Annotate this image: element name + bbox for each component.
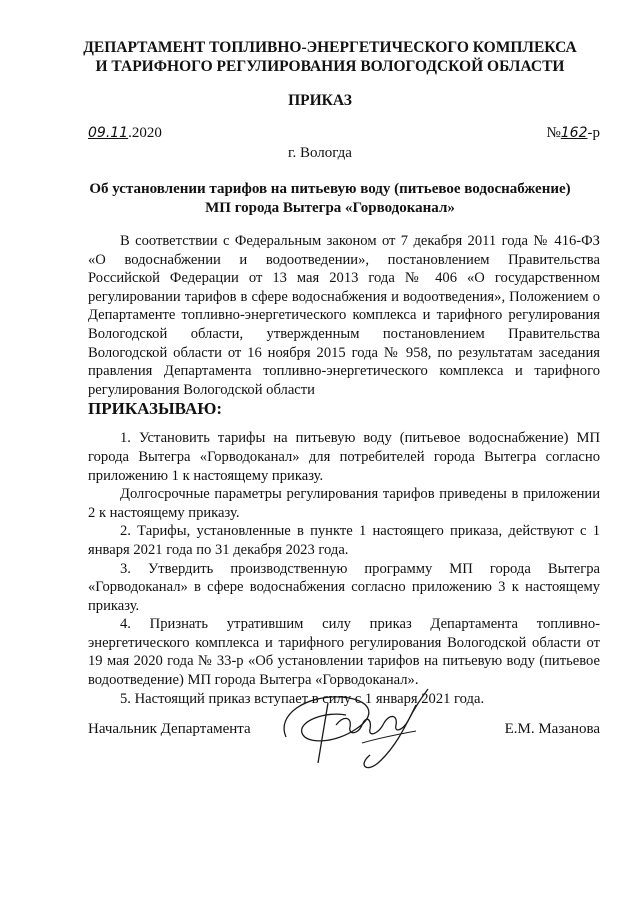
item-1: 1. Установить тарифы на питьевую воду (питьевое водоснабжение) МП города Вытегра «Горводоканал» для потребителей города Вытегра согласно приложению 1 к настоящему приказу.: [88, 430, 600, 484]
preamble: В соответствии с Федеральным законом от 7 декабря 2011 года № 416-ФЗ «О водоснабжении и водоотведении», постановлением Правительства Российской Федерации от 13 мая 2013 года № 406 «О государственном регулировании тарифов в сфере водоснабжения и водоотведения», Положением о Департаменте топливно-энергетического комплекса и тарифного регулирования Вологодской области, утвержденным постановлением Правительства Вологодской области от 16 ноября 2015 года № 958, по результатам заседания правления Департамента топливно-энергетического комплекса и тарифного регулирования Вологодской области: [88, 233, 600, 398]
item-5: 5. Настоящий приказ вступает в силу с 1 января 2021 года.: [120, 690, 485, 707]
handwritten-number: 162: [560, 125, 588, 141]
item-2: 2. Тарифы, установленные в пункте 1 настоящего приказа, действуют с 1 января 2021 года по 31 декабря 2023 года.: [88, 523, 600, 558]
signature-block: [88, 713, 600, 753]
order-subject: [80, 180, 580, 218]
order-date: [88, 125, 162, 142]
order-body: [88, 232, 600, 708]
number-suffix: -р: [587, 125, 600, 141]
item-1-note: Долгосрочные параметры регулирования тарифов приведены в приложении 2 к настоящему приказу.: [88, 486, 600, 521]
signatory-name: Е.М. Мазанова: [504, 721, 600, 737]
city: г. Вологда: [288, 145, 352, 161]
subject-line-2: МП города Вытегра «Горводоканал»: [205, 200, 455, 216]
number-prefix: №: [546, 125, 561, 141]
item-4: 4. Признать утратившим силу приказ Департамента топливно-энергетического комплекса и тарифного регулирования Вологодской области от 19 мая 2020 года № 33-р «Об установлении тарифов на питьевую воду (питьевое водоотведение) МП города Вытегра «Горводоканал».: [88, 616, 600, 689]
signatory-position: Начальник Департамента: [88, 721, 251, 737]
department-header: [60, 38, 600, 76]
header-line-1: ДЕПАРТАМЕНТ ТОПЛИВНО-ЭНЕРГЕТИЧЕСКОГО КОМПЛЕКСА: [83, 39, 577, 56]
date-year: .2020: [128, 125, 162, 141]
handwritten-signature: [266, 685, 446, 775]
header-line-2: И ТАРИФНОГО РЕГУЛИРОВАНИЯ ВОЛОГОДСКОЙ ОБЛАСТИ: [95, 58, 565, 75]
order-title: ПРИКАЗ: [288, 92, 352, 109]
handwritten-date: 09.11: [88, 125, 129, 141]
subject-line-1: Об установлении тарифов на питьевую воду (питьевое водоснабжение): [89, 181, 571, 197]
order-number: [546, 125, 600, 142]
order-word: ПРИКАЗЫВАЮ:: [88, 399, 223, 419]
item-3: 3. Утвердить производственную программу МП города Вытегра «Горводоканал» в сфере водоснабжения согласно приложению 3 к настоящему приказу.: [88, 560, 600, 614]
